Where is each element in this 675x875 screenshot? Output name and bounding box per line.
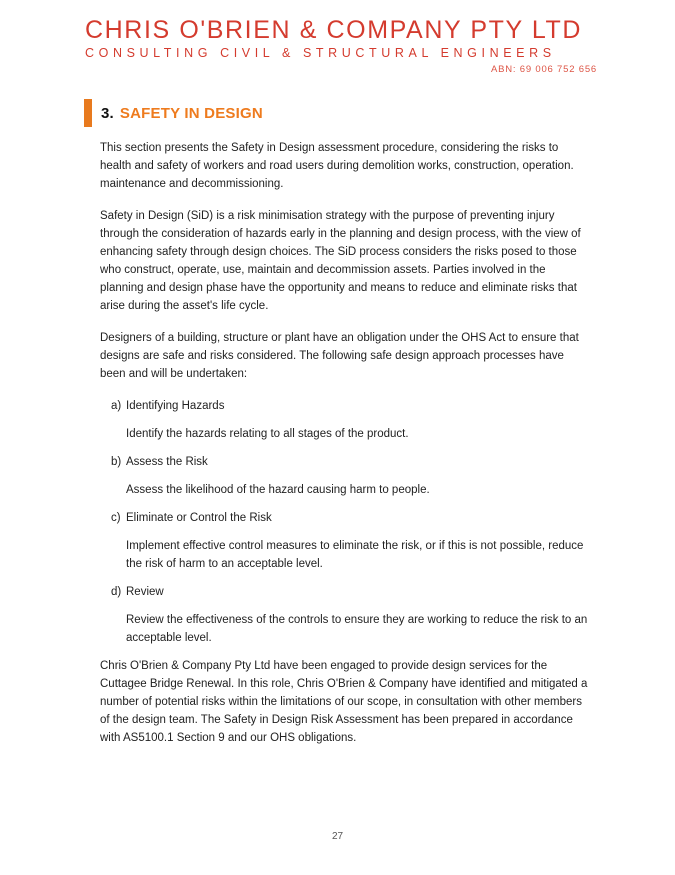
- paragraph-closing: Chris O'Brien & Company Pty Ltd have been engaged to provide design services for the Cuttagee Bridge Renewal. In this role, Chris O'Brien & Company have identified and mitigated a number of potential risks within the limitations of our scope, in consultation with other members of the design team. The Safety in Design Risk Assessment has been prepared in accordance with AS5100.1 Section 9 and our OHS obligations.: [100, 660, 588, 744]
- section-heading: [84, 99, 675, 127]
- paragraph-designers: Designers of a building, structure or plant have an obligation under the OHS Act to ensure that designs are safe and risks considered. The following safe design approach processes have been and will be undertaken:: [100, 332, 579, 380]
- paragraph-intro: This section presents the Safety in Design assessment procedure, considering the risks to health and safety of workers and road users during demolition works, construction, operation. maintenance and decommissioning.: [100, 142, 574, 190]
- list-item-label: b): [111, 456, 122, 468]
- list-item-label: a): [111, 400, 122, 412]
- list-item-title: Eliminate or Control the Risk: [126, 512, 272, 524]
- list-item-description: Review the effectiveness of the controls to ensure they are working to reduce the risk to an acceptable level.: [126, 614, 588, 644]
- list-item-label: d): [111, 586, 122, 598]
- list-item-title: Assess the Risk: [126, 456, 208, 468]
- list-item: [111, 583, 590, 647]
- list-item-title-row: [111, 509, 590, 527]
- list-item-description: Assess the likelihood of the hazard causing harm to people.: [126, 484, 430, 496]
- list-item: [111, 397, 590, 443]
- list-item-title: Identifying Hazards: [126, 400, 225, 412]
- list-item-title: Review: [126, 586, 164, 598]
- abn-text: ABN: 69 006 752 656: [490, 64, 597, 75]
- paragraph-sid: Safety in Design (SiD) is a risk minimisation strategy with the purpose of preventing injury through the consideration of hazards early in the planning and design process, with the view of enhancing safety through design choices. The SiD process considers the risks posed to those who construct, operate, use, maintain and decommission assets. Parties involved in the planning and design phase have the opportunity and means to reduce and eliminate risks that arise during the asset's life cycle.: [100, 210, 581, 312]
- company-name: CHRIS O'BRIEN & COMPANY PTY LTD: [85, 16, 583, 44]
- list-item-description: Identify the hazards relating to all stages of the product.: [126, 428, 409, 440]
- list-item-title-row: [111, 397, 590, 415]
- list-item-label: c): [111, 512, 121, 524]
- page-number: 27: [331, 831, 344, 842]
- section-accent-bar: [84, 99, 92, 127]
- company-tagline: CONSULTING CIVIL & STRUCTURAL ENGINEERS: [85, 46, 556, 60]
- section-number: 3.: [101, 104, 114, 122]
- safe-design-list: [111, 397, 590, 647]
- list-item: [111, 509, 590, 573]
- list-item-title-row: [111, 453, 590, 471]
- list-item-description: Implement effective control measures to eliminate the risk, or if this is not possible, reduce the risk of harm to an acceptable level.: [126, 540, 584, 570]
- letterhead: [85, 18, 597, 75]
- list-item: [111, 453, 590, 499]
- section-heading-text: [101, 105, 263, 122]
- list-item-title-row: [111, 583, 590, 601]
- body-copy: [100, 139, 590, 747]
- section-title: SAFETY IN DESIGN: [119, 104, 263, 122]
